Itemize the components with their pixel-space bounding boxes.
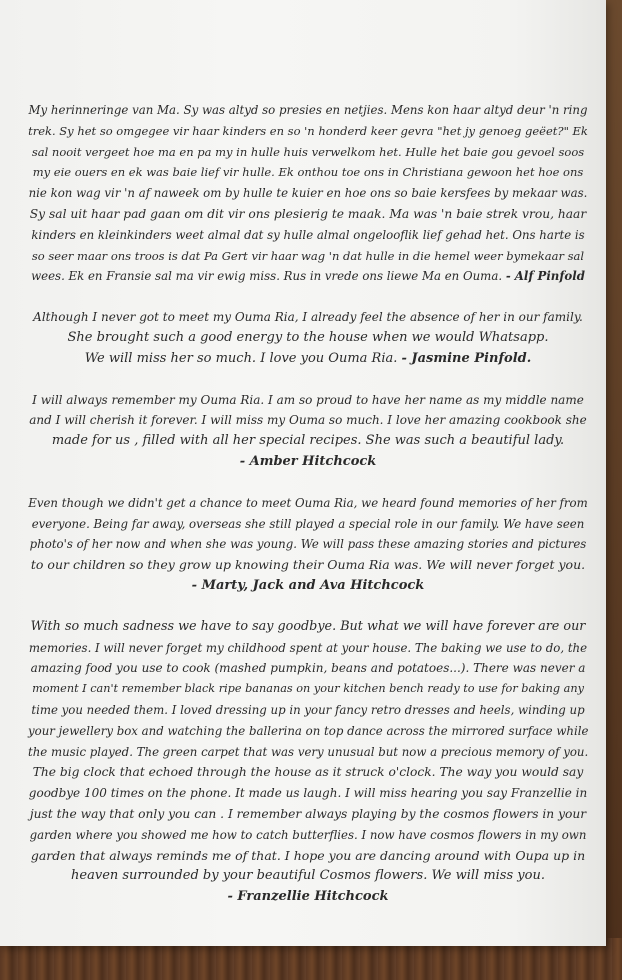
text-line: amazing food you use to cook (mashed pumpkin, beans and potatoes...). There was never a <box>30 661 586 676</box>
text-line: With so much sadness we have to say goodbye. But what we will have forever are our <box>30 618 586 634</box>
text-line: my eie ouers en ek was baie lief vir hulle. Ek onthou toe ons in Christiana gewoon het hoe ons <box>32 165 584 180</box>
text-line-with-signature <box>28 266 588 287</box>
text-line: Although I never got to meet my Ouma Ria, I already feel the absence of her in our family. <box>33 310 583 325</box>
tribute-text-block <box>28 100 588 928</box>
text-line-with-signature <box>28 349 588 370</box>
text-line: garden that always reminds me of that. I hope you are dancing around with Oupa up in <box>30 847 586 863</box>
text-line: My herinneringe van Ma. Sy was altyd so presies en netjies. Mens kon haar altyd deur 'n ring <box>28 103 588 117</box>
text-line: trek. Sy het so omgegee vir haar kinders en so 'n honderd keer gevra "het jy genoeg geëet?" Ek <box>28 123 588 138</box>
text-line: time you needed them. I loved dressing up in your fancy retro dresses and heels, winding up <box>31 702 585 717</box>
text-line: so seer maar ons troos is dat Pa Gert vir haar wag 'n dat hulle in die hemel weer bymekaar sal <box>31 248 585 263</box>
text-line: your jewellery box and watching the ballerina on top dance across the mirrored surface while <box>28 723 589 738</box>
text-line: I will always remember my Ouma Ria. I am so proud to have her name as my middle name <box>32 392 584 407</box>
signature-marty-jack-ava-hitchcock: - Marty, Jack and Ava Hitchcock <box>191 577 425 593</box>
signature-jasmine-pinfold: - Jasmine Pinfold. <box>401 350 532 366</box>
tribute-paragraph-amber <box>28 390 588 473</box>
text-line: and I will cherish it forever. I will miss my Ouma so much. I love her amazing cookbook she <box>29 413 587 428</box>
text-line: photo's of her now and when she was young. We will pass these amazing stories and pictures <box>29 537 587 552</box>
tribute-paragraph-franzellie <box>28 617 588 908</box>
text-line: She brought such a good energy to the house when we would Whatsapp. <box>67 329 549 345</box>
text-line: the music played. The green carpet that was very unusual but now a precious memory of you. <box>28 744 589 759</box>
tribute-paragraph-jasmine <box>28 307 588 369</box>
text-line: nie kon wag vir 'n af naweek om by hulle te kuier en hoe ons so baie kersfees by mekaar was. <box>28 186 588 201</box>
tribute-paragraph-alf <box>28 100 588 287</box>
text-line: just the way that only you can . I remember always playing by the cosmos flowers in your <box>29 806 587 821</box>
text-line: Sy sal uit haar pad gaan om dit vir ons plesierig te maak. Ma was 'n baie strek vrou, haar <box>29 206 587 221</box>
text-fragment: wees. Ek en Fransie sal ma vir ewig miss. Rus in vrede ons liewe Ma en Ouma. <box>31 269 503 284</box>
signature-amber-hitchcock: - Amber Hitchcock <box>239 453 377 469</box>
text-line: memories. I will never forget my childhood spent at your house. The baking we use to do, the <box>28 640 588 655</box>
text-line: heaven surrounded by your beautiful Cosmos flowers. We will miss you. <box>71 868 545 884</box>
text-line: The big clock that echoed through the house as it struck o'clock. The way you would say <box>32 765 584 780</box>
tribute-paragraph-marty-jack-ava <box>28 493 588 597</box>
text-line: made for us , filled with all her special recipes. She was such a beautiful lady. <box>51 433 565 449</box>
text-line: everyone. Being far away, overseas she still played a special role in our family. We have seen <box>31 516 585 531</box>
signature-franzellie-hitchcock: - Franzellie Hitchcock <box>227 889 389 905</box>
text-line: to our children so they grow up knowing their Ouma Ria was. We will never forget you. <box>30 557 586 573</box>
text-line: moment I can't remember black ripe bananas on your kitchen bench ready to use for baking any <box>32 682 584 696</box>
signature-alf-pinfold: - Alf Pinfold <box>505 269 585 284</box>
text-line: sal nooit vergeet hoe ma en pa my in hulle huis verwelkom het. Hulle het baie gou gevoel soos <box>31 144 585 159</box>
text-line: kinders en kleinkinders weet almal dat sy hulle almal ongelooflik lief gehad het. Ons harte is <box>31 227 585 242</box>
text-fragment: We will miss her so much. I love you Ouma Ria. <box>84 350 398 366</box>
text-line: goodbye 100 times on the phone. It made us laugh. I will miss hearing you say Franzellie in <box>28 786 588 801</box>
text-line: Even though we didn't get a chance to meet Ouma Ria, we heard found memories of her from <box>28 495 588 510</box>
text-line: garden where you showed me how to catch butterflies. I now have cosmos flowers in my own <box>29 827 587 842</box>
